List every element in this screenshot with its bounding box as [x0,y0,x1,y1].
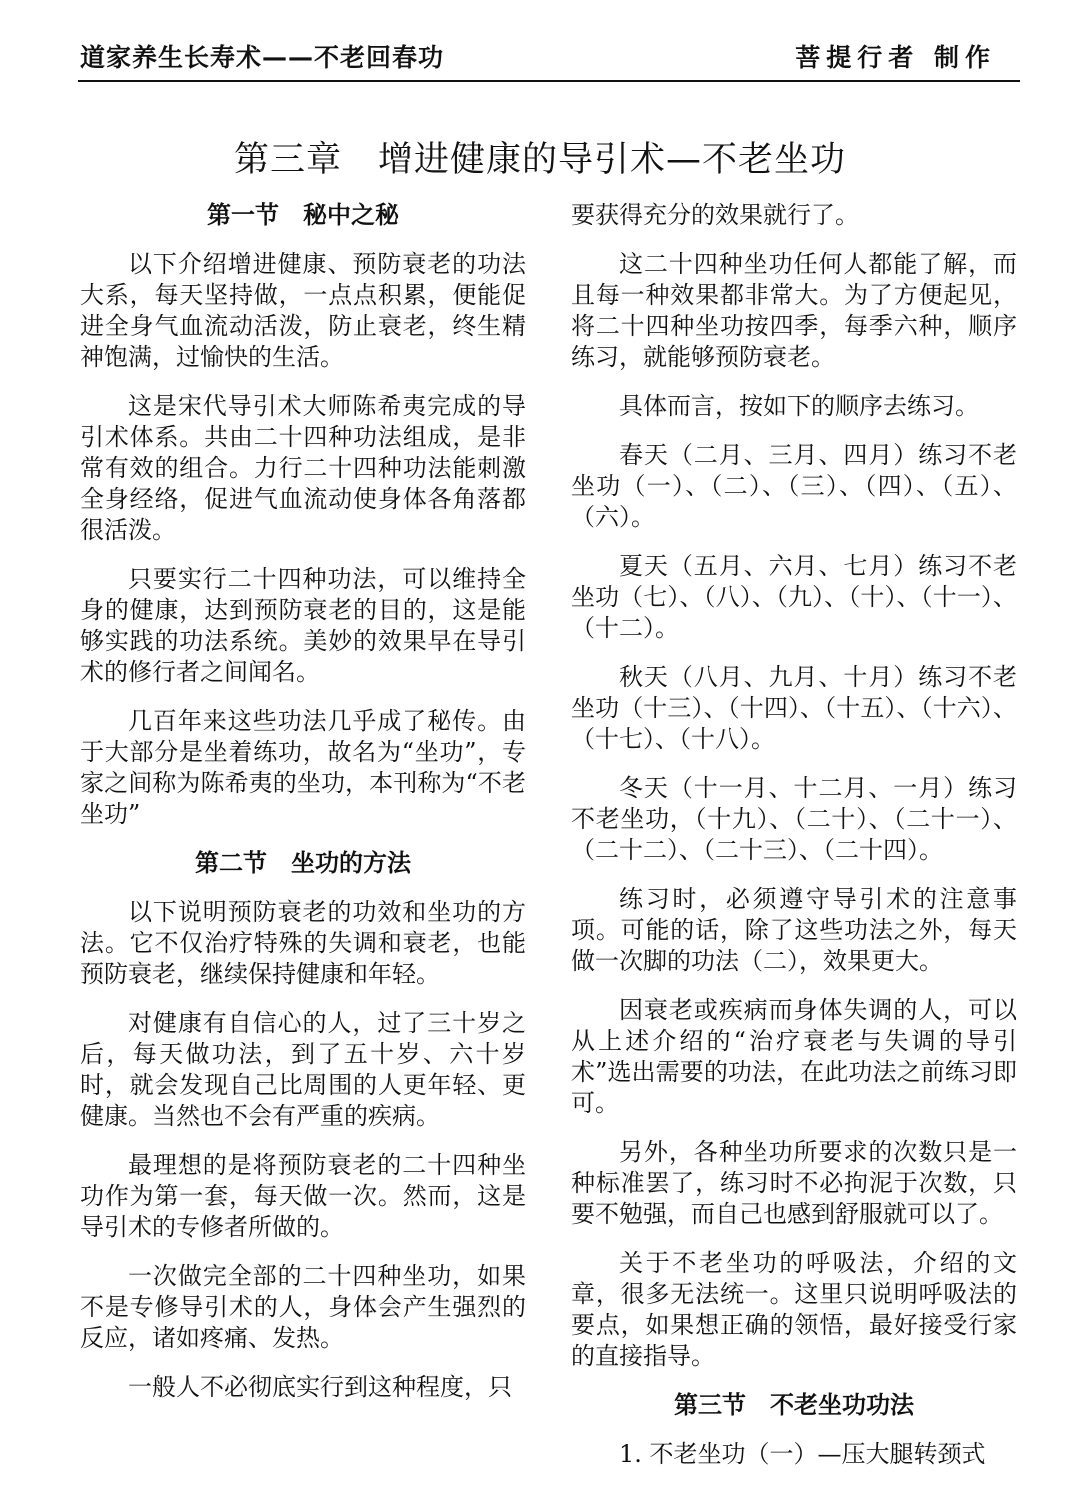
paragraph: 关于不老坐功的呼吸法，介绍的文章，很多无法统一。这里只说明呼吸法的要点，如果想正确的领悟，最好接受行家的直接指导。 [571,1249,1017,1370]
book-title: 道家养生长寿术——不老回春功 [80,43,445,72]
page-header [80,36,1020,76]
right-column [571,200,1017,1488]
credit-text: 菩提行者 制作 [795,43,996,72]
paragraph: 以下介绍增进健康、预防衰老的功法大系，每天坚持做，一点点积累，便能促进全身气血流动活泼，防止衰老，终生精神饱满，过愉快的生活。 [80,250,526,371]
chapter-title: 第三章 增进健康的导引术—不老坐功 [233,140,846,180]
paragraph: 夏天（五月、六月、七月）练习不老坐功（七）、（八）、（九）、（十）、（十一）、（十二）。 [571,552,1017,642]
paragraph: 练习时，必须遵守导引术的注意事项。可能的话，除了这些功法之外，每天做一次脚的功法（二），效果更大。 [571,885,1017,975]
section-heading: 第三节 不老坐功功法 [674,1391,914,1419]
paragraph: 因衰老或疾病而身体失调的人，可以从上述介绍的“治疗衰老与失调的导引术”选出需要的功法，在此功法之前练习即可。 [571,996,1017,1117]
paragraph: 另外，各种坐功所要求的次数只是一种标准罢了，练习时不必拘泥于次数，只要不勉强，而自己也感到舒服就可以了。 [571,1138,1017,1228]
paragraph: 最理想的是将预防衰老的二十四种坐功作为第一套，每天做一次。然而，这是导引术的专修者所做的。 [80,1151,526,1241]
paragraph: 冬天（十一月、十二月、一月）练习不老坐功，（十九）、（二十）、（二十一）、（二十二）、（二十三）、（二十四）。 [571,774,1017,864]
section-heading: 第一节 秘中之秘 [207,201,399,229]
paragraph: 几百年来这些功法几乎成了秘传。由于大部分是坐着练功，故名为“坐功”，专家之间称为陈希夷的坐功，本刊称为“不老坐功” [80,707,526,828]
paragraph: 这二十四种坐功任何人都能了解，而且每一种效果都非常大。为了方便起见，将二十四种坐功按四季，每季六种，顺序练习，就能够预防衰老。 [571,250,1017,371]
paragraph: 以下说明预防衰老的功效和坐功的方法。它不仅治疗特殊的失调和衰老，也能预防衰老，继续保持健康和年轻。 [80,898,526,988]
paragraph: 春天（二月、三月、四月）练习不老坐功（一）、（二）、（三）、（四）、（五）、（六）。 [571,441,1017,531]
paragraph: 一般人不必彻底实行到这种程度，只 [128,1373,512,1401]
paragraph-continued: 要获得充分的效果就行了。 [571,201,859,229]
paragraph: 一次做完全部的二十四种坐功，如果不是专修导引术的人，身体会产生强烈的反应，诸如疼痛、发热。 [80,1262,526,1352]
paragraph: 这是宋代导引术大师陈希夷完成的导引术体系。共由二十四种功法组成，是非常有效的组合。力行二十四种功法能刺激全身经络，促进气血流动使身体各角落都很活泼。 [80,392,526,544]
header-rule [78,80,1020,82]
paragraph: 具体而言，按如下的顺序去练习。 [619,392,979,420]
left-column [80,200,526,1421]
section-heading: 第二节 坐功的方法 [195,849,411,877]
paragraph: 只要实行二十四种功法，可以维持全身的健康，达到预防衰老的目的，这是能够实践的功法系统。美妙的效果早在导引术的修行者之间闻名。 [80,565,526,686]
list-item: 1. 不老坐功（一）—压大腿转颈式 [619,1440,986,1468]
paragraph: 秋天（八月、九月、十月）练习不老坐功（十三）、（十四）、（十五）、（十六）、（十七）、（十八）。 [571,663,1017,753]
paragraph: 对健康有自信心的人，过了三十岁之后，每天做功法，到了五十岁、六十岁时，就会发现自己比周围的人更年轻、更健康。当然也不会有严重的疾病。 [80,1009,526,1130]
